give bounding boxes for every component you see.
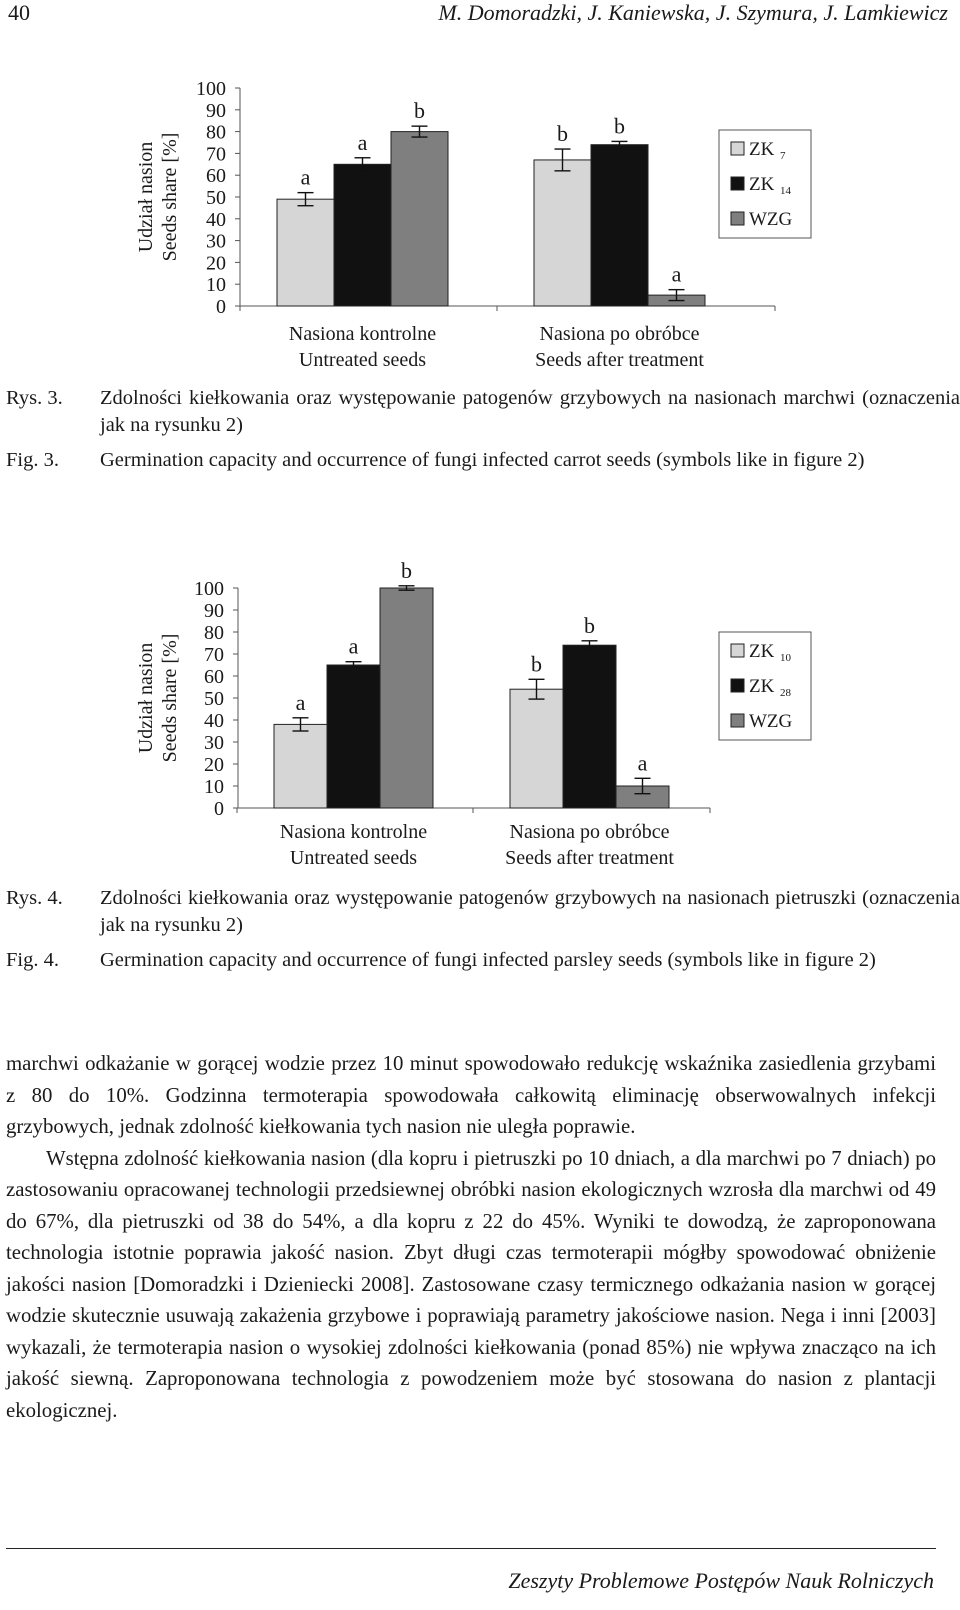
figure-4	[0, 550, 960, 880]
legend-swatch	[731, 212, 744, 225]
legend-label: ZK	[749, 641, 775, 662]
significance-letter: b	[531, 651, 542, 677]
category-label-pl: Nasiona po obróbce	[509, 821, 670, 843]
page-number: 40	[8, 0, 30, 25]
figure-4-label-pl: Rys. 4.	[6, 887, 63, 909]
bar	[591, 145, 648, 306]
significance-letter: b	[401, 557, 412, 583]
significance-letter: b	[414, 98, 425, 124]
figure-3-label-pl: Rys. 3.	[6, 387, 63, 409]
category-label-en: Seeds after treatment	[535, 349, 704, 371]
legend-label: ZK	[749, 139, 775, 160]
footer-rule	[6, 1548, 936, 1549]
y-axis-label-en: Seeds share [%]	[159, 633, 181, 763]
figure-4-chart	[0, 550, 960, 880]
significance-letter: a	[637, 750, 648, 776]
legend-label: ZK	[749, 676, 775, 697]
legend-label: WZG	[749, 711, 793, 732]
bar	[277, 199, 334, 306]
y-tick-label: 10	[206, 274, 226, 297]
legend-label-subscript: 28	[780, 687, 791, 699]
y-tick-label: 10	[204, 776, 224, 798]
category-label-en: Seeds after treatment	[505, 847, 674, 869]
figure-3-caption-pl: Zdolności kiełkowania oraz występowanie patogenów grzybowych na nasionach marchwi (oznaczenia jak na rysunku 2)	[100, 387, 960, 436]
significance-letter: a	[348, 633, 359, 659]
y-tick-label: 70	[206, 143, 226, 166]
figure-4-caption	[0, 885, 960, 982]
bar	[510, 689, 563, 808]
figure-3-caption	[0, 385, 960, 482]
significance-letter: a	[671, 261, 682, 287]
y-tick-label: 100	[194, 578, 224, 600]
legend-swatch	[731, 177, 744, 190]
bar	[534, 160, 591, 306]
y-axis-label-pl: Udział nasion	[135, 141, 157, 253]
figure-3-chart	[0, 70, 960, 380]
y-tick-label: 40	[206, 208, 226, 231]
y-tick-label: 30	[206, 230, 226, 253]
significance-letter: a	[357, 129, 368, 155]
figure-3-label-en: Fig. 3.	[6, 449, 59, 471]
figure-4-caption-en: Germination capacity and occurrence of fungi infected parsley seeds (symbols like in figure 2)	[100, 949, 876, 971]
bar	[380, 588, 433, 808]
legend-swatch	[731, 679, 744, 692]
y-tick-label: 30	[204, 732, 224, 754]
y-tick-label: 0	[214, 798, 224, 820]
significance-letter: a	[300, 164, 311, 190]
footer-journal: Zeszyty Problemowe Postępów Nauk Rolniczych	[508, 1568, 934, 1593]
bar	[334, 164, 391, 306]
paragraph-2: Wstępna zdolność kiełkowania nasion (dla kopru i pietruszki po 10 dniach, a dla marchwi po 7 dniach) po zastosowaniu opracowanej technologii przedsiewnej obróbki nasion ekologicznych wzrosła dla marchwi od 49 do 67%, dla pietruszki od 38 do 54%, a dla kopru z 22 do 45%. Wyniki te dowodzą, że zaproponowana technologia istotnie poprawia jakość nasion. Zbyt długi czas termoterapii mógłby spowodować obniżenie jakości nasion [Domoradzki i Dzieniecki 2008]. Zastosowane czasy termicznego odkażania nasion w gorącej wodzie skutecznie usuwają zakażenia grzybowe i poprawiają parametry jakościowe nasion. Nega i inni [2003] wykazali, że termoterapia nasion o wysokiej zdolności kiełkowania (ponad 85%) nie wpływa znacząco na ich jakość siewną. Zaproponowana technologia z powodzeniem może być stosowana do nasion z plantacji ekologicznej.	[6, 1146, 936, 1422]
running-header-authors: M. Domoradzki, J. Kaniewska, J. Szymura, J. Lamkiewicz	[438, 0, 948, 25]
legend-label-subscript: 14	[780, 185, 791, 197]
y-tick-label: 20	[204, 754, 224, 776]
bar	[327, 665, 380, 808]
significance-letter: b	[557, 121, 568, 147]
figure-3-caption-en: Germination capacity and occurrence of fungi infected carrot seeds (symbols like in figure 2)	[100, 449, 865, 471]
y-axis-label-pl: Udział nasion	[135, 642, 157, 754]
body-text	[6, 1048, 936, 1426]
y-tick-label: 100	[196, 78, 226, 100]
paragraph-1: marchwi odkażanie w gorącej wodzie przez 10 minut spowodowało redukcję wskaźnika zasiedlenia grzybami z 80 do 10%. Godzinna termoterapia spowodowała całkowitą eliminację obserwowalnych infekcji grzybowych, jednak zdolność kiełkowania tych nasion nie uległa poprawie.	[6, 1052, 936, 1138]
y-tick-label: 50	[204, 688, 224, 710]
legend-label: ZK	[749, 174, 775, 195]
category-label-pl: Nasiona po obróbce	[539, 323, 700, 345]
legend-swatch	[731, 644, 744, 657]
y-axis-label-en: Seeds share [%]	[159, 132, 181, 262]
significance-letter: b	[584, 612, 595, 638]
category-label-en: Untreated seeds	[298, 349, 427, 371]
legend-label-subscript: 7	[780, 150, 786, 162]
y-tick-label: 60	[204, 666, 224, 688]
y-tick-label: 90	[206, 99, 226, 122]
significance-letter: b	[614, 113, 625, 139]
legend-label: WZG	[749, 209, 793, 230]
figure-4-label-en: Fig. 4.	[6, 949, 59, 971]
bar	[563, 645, 616, 808]
y-tick-label: 50	[206, 187, 226, 209]
legend-swatch	[731, 714, 744, 727]
category-label-pl: Nasiona kontrolne	[279, 821, 428, 843]
y-tick-label: 20	[206, 252, 226, 275]
y-tick-label: 40	[204, 710, 224, 732]
figure-4-caption-pl: Zdolności kiełkowania oraz występowanie patogenów grzybowych na nasionach pietruszki (oznaczenia jak na rysunku 2)	[100, 887, 960, 936]
category-label-pl: Nasiona kontrolne	[288, 323, 437, 345]
bar	[391, 132, 448, 306]
y-tick-label: 80	[204, 622, 224, 644]
y-tick-label: 70	[204, 644, 224, 666]
figure-3	[0, 70, 960, 380]
significance-letter: a	[295, 689, 306, 715]
bar	[274, 724, 327, 808]
y-tick-label: 90	[204, 600, 224, 622]
y-tick-label: 80	[206, 121, 226, 144]
y-tick-label: 60	[206, 165, 226, 188]
legend-label-subscript: 10	[780, 652, 791, 664]
category-label-en: Untreated seeds	[289, 847, 418, 869]
legend-swatch	[731, 142, 744, 155]
y-tick-label: 0	[216, 296, 226, 318]
